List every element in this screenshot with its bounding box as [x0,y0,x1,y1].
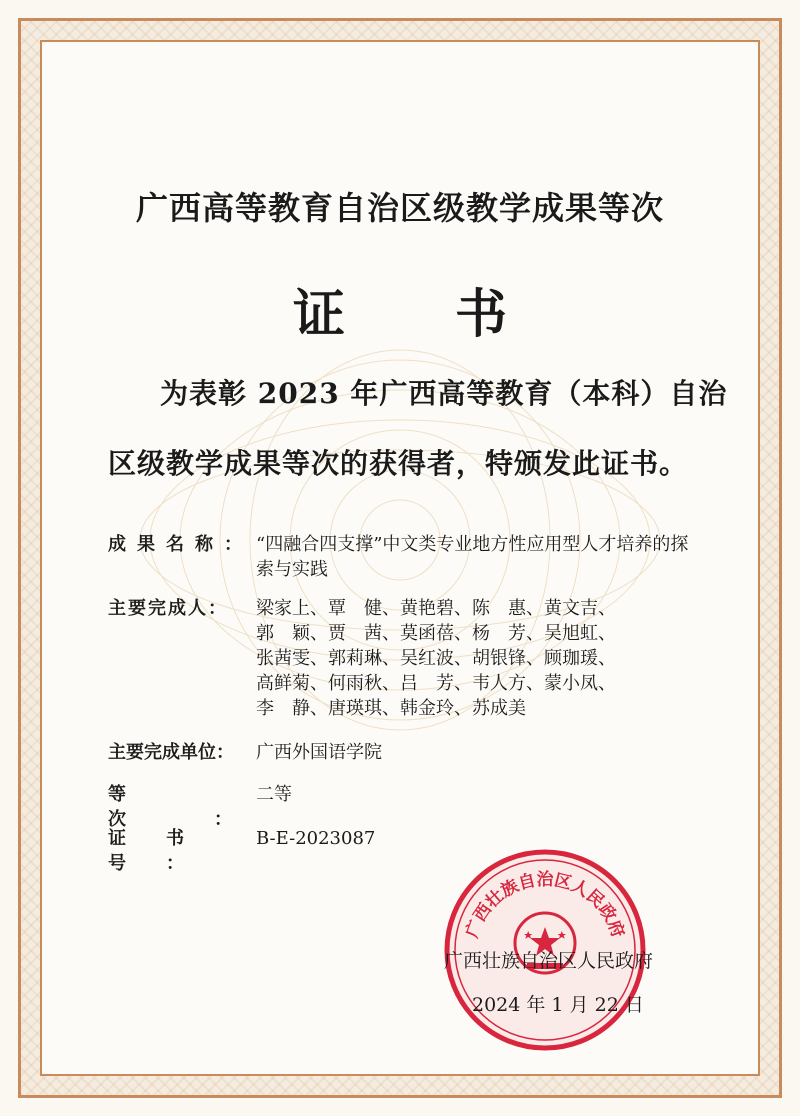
certificate-title: 广西高等教育自治区级教学成果等次 [135,189,664,227]
issue-date: 2024 年 1 月 22 日 [472,994,644,1016]
grade-value: 二等 [256,784,292,805]
completers-line: 高鲜菊、何雨秋、吕 芳、韦人方、蒙小凤、 [256,673,616,694]
completers-line: 梁家上、覃 健、黄艳碧、陈 惠、黄文吉、 [256,598,616,619]
statement-line-1: 为表彰 2023 年广西高等教育（本科）自治 [160,377,728,410]
number-value: B-E-2023087 [256,828,376,849]
completers-line: 张茜雯、郭莉琳、吴红波、胡银锋、顾珈瑗、 [256,648,616,669]
grade-label: 等次： [108,784,320,830]
achievement-value: “四融合四支撑”中文类专业地方性应用型人才培养的探索与实践 [256,534,689,580]
completers-line: 李 静、唐瑛琪、韩金玲、苏成美 [256,698,526,719]
svg-text:广西壮族自治区人民政府: 广西壮族自治区人民政府 [462,870,628,941]
completers-line: 郭 颖、贾 茜、莫函蓓、杨 芳、吴旭虹、 [256,623,616,644]
unit-value: 广西外国语学院 [256,742,382,763]
completers-label: 主要完成人： [108,598,228,619]
unit-label: 主要完成单位： [108,742,234,763]
statement-line-2: 区级教学成果等次的获得者，特颁发此证书。 [108,447,689,480]
issuer-name: 广西壮族自治区人民政府 [444,950,654,972]
certificate-heading: 证书 [292,285,617,345]
number-label: 证书号： [108,828,224,874]
achievement-label: 成果名称： [108,534,253,555]
completers-list [256,596,696,721]
